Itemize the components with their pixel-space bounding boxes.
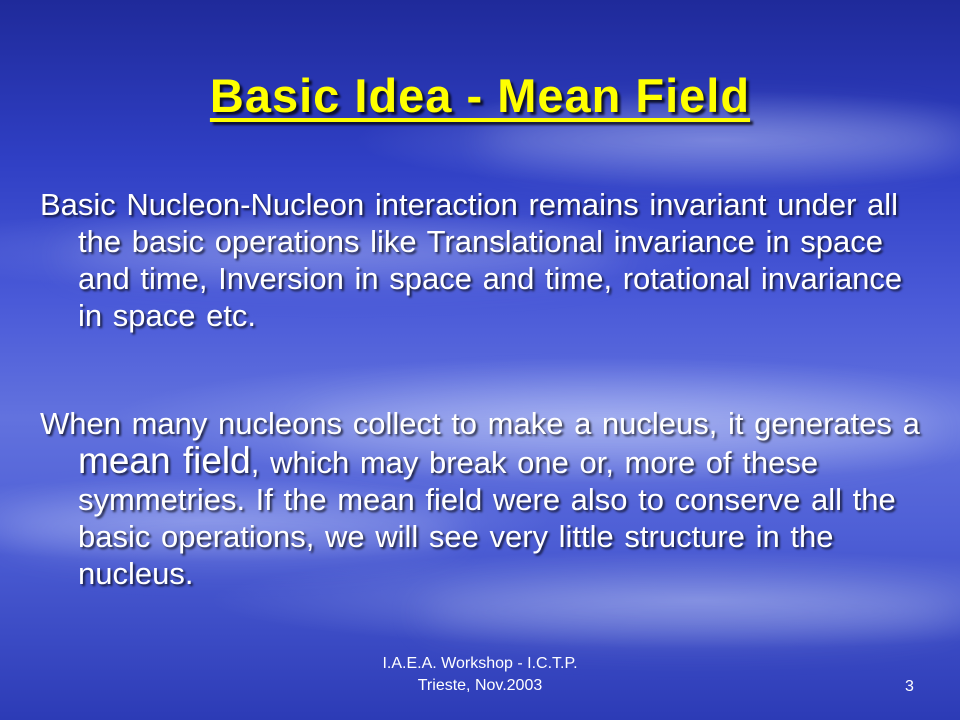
- footer-line-workshop: I.A.E.A. Workshop - I.C.T.P.: [382, 655, 578, 672]
- slide-title: Basic Idea - Mean Field: [209, 69, 751, 122]
- background-cloud: [420, 585, 960, 640]
- page-number: 3: [905, 678, 914, 695]
- paragraph-mean-field-end: , which may break one or, more of these symmetries. If the mean field were also to conserve all the basic operations, we will see very little structure in the nucleus.: [78, 445, 896, 591]
- paragraph-invariance: Basic Nucleon-Nucleon interaction remains invariant under all the basic operations like Translational invariance in space and time, Inversion in space and time, rotational invariance in space etc.: [40, 187, 903, 333]
- paragraph-mean-field-start: When many nucleons collect to make a nucleus, it generates a: [40, 406, 920, 441]
- slide-footer: [330, 653, 630, 697]
- mean-field-emphasis: mean field: [78, 440, 251, 481]
- paragraph-mean-field: [40, 405, 920, 592]
- footer-line-venue: Trieste, Nov.2003: [417, 677, 543, 694]
